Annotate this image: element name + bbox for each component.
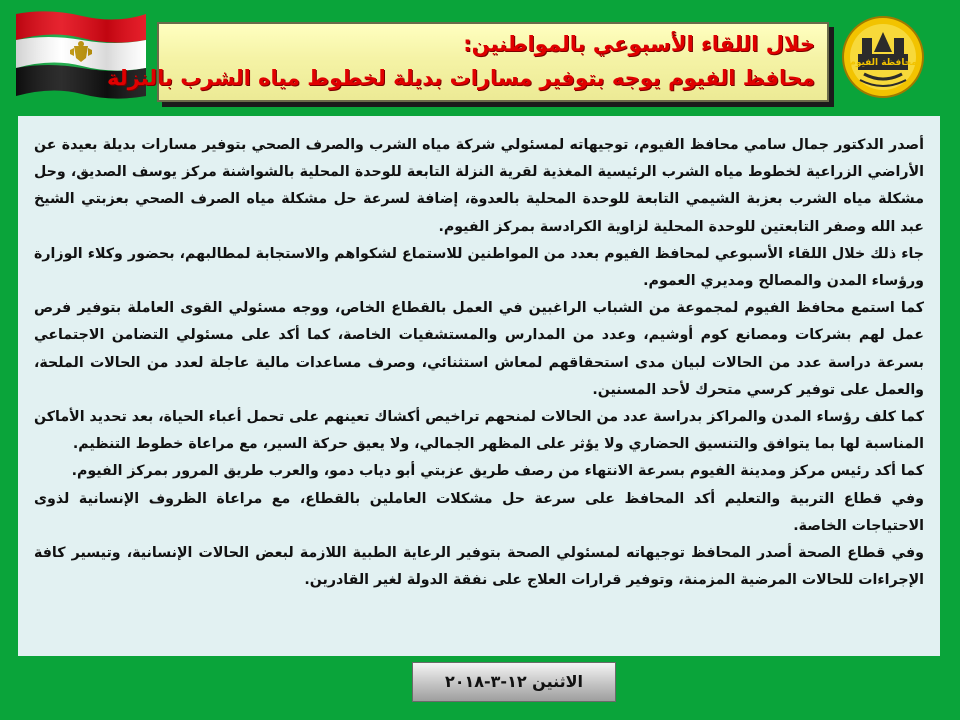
article-paragraph-2: جاء ذلك خلال اللقاء الأسبوعي لمحافظ الفيوم بعدد من المواطنين للاستماع لشكواهم والاستجابة لمطالبهم، بحضور وكلاء الوزارة ورؤساء المدن والمصالح ومديري العموم. xyxy=(34,245,924,290)
headline-title: محافظ الفيوم يوجه بتوفير مسارات بديلة لخطوط مياه الشرب بالنزلة xyxy=(106,66,815,90)
governorate-logo-icon xyxy=(840,14,926,100)
article-paragraph-7: وفي قطاع الصحة أصدر المحافظ توجيهاته لمسئولي الصحة بتوفير الرعاية الطبية اللازمة لبعض الحالات الإنسانية، وتيسير كافة الإجراءات للحالات المرضية المزمنة، وتوفير قرارات العلاج على نفقة الدولة لغير القادرين. xyxy=(34,545,924,589)
headline-box xyxy=(106,22,829,102)
logo-text: محافظة الفيوم xyxy=(849,58,917,68)
article-paragraph-6: وفي قطاع التربية والتعليم أكد المحافظ على سرعة حل مشكلات العاملين بالقطاع، مع مراعاة الظروف الإنسانية لذوى الاحتياجات الخاصة. xyxy=(34,490,924,534)
article-body xyxy=(34,132,924,594)
article-paragraph-3: كما استمع محافظ الفيوم لمجموعة من الشباب الراغبين في العمل بالقطاع الخاص، ووجه مسئولي القوى العاملة بتوفير فرص عمل لهم بشركات ومصانع كوم أوشيم، وعدد من المدارس والمستشفيات الخاصة، كما أكد على مسئولي التضامن الاجتماعي بسرعة دراسة عدد من الحالات لبيان مدى استحقاقهم لمعاش استثنائي، وصرف مساعدات مالية عاجلة لعدد من الحالات الملحة، والعمل على توفير كرسي متحرك لأحد المسنين. xyxy=(34,300,924,398)
headline-kicker: خلال اللقاء الأسبوعي بالمواطنين: xyxy=(463,32,815,56)
article-paragraph-5: كما أكد رئيس مركز ومدينة الفيوم بسرعة الانتهاء من رصف طريق عزبتي أبو دياب دمو، والعرب طريق المرور بمركز الفيوم. xyxy=(71,463,924,480)
date-badge: الاثنين ١٢-٣-٢٠١٨ xyxy=(412,662,616,702)
article-paragraph-4: كما كلف رؤساء المدن والمراكز بدراسة عدد من الحالات لمنحهم تراخيص أكشاك تعينهم على تحمل أعباء الحياة، بعد تحديد الأماكن المناسبة لها بما يتوافق والتنسيق الحضاري ولا يؤثر على المظهر الجمالي، ولا يعيق حركة السير، مع مراعاة خطوط التنظيم. xyxy=(34,409,924,453)
article-paragraph-1: أصدر الدكتور جمال سامي محافظ الفيوم، توجيهاته لمسئولي شركة مياه الشرب والصرف الصحي بتوفير مسارات بديلة بعيدة عن الأراضي الزراعية لخطوط مياه الشرب الرئيسية المغذية لقرية النزلة التابعة للوحدة المحلية بالشواشنة مركز يوسف الصديق، وحل مشكلة مياه الشرب بعزبة الشيمي التابعة للوحدة المحلية بالعدوة، إضافة لسرعة حل مشكلة مياه الصرف الصحي بعزبتي الشيخ عبد الله وصفر التابعتين للوحدة المحلية لزاوية الكرادسة بمركز الفيوم. xyxy=(34,137,924,235)
